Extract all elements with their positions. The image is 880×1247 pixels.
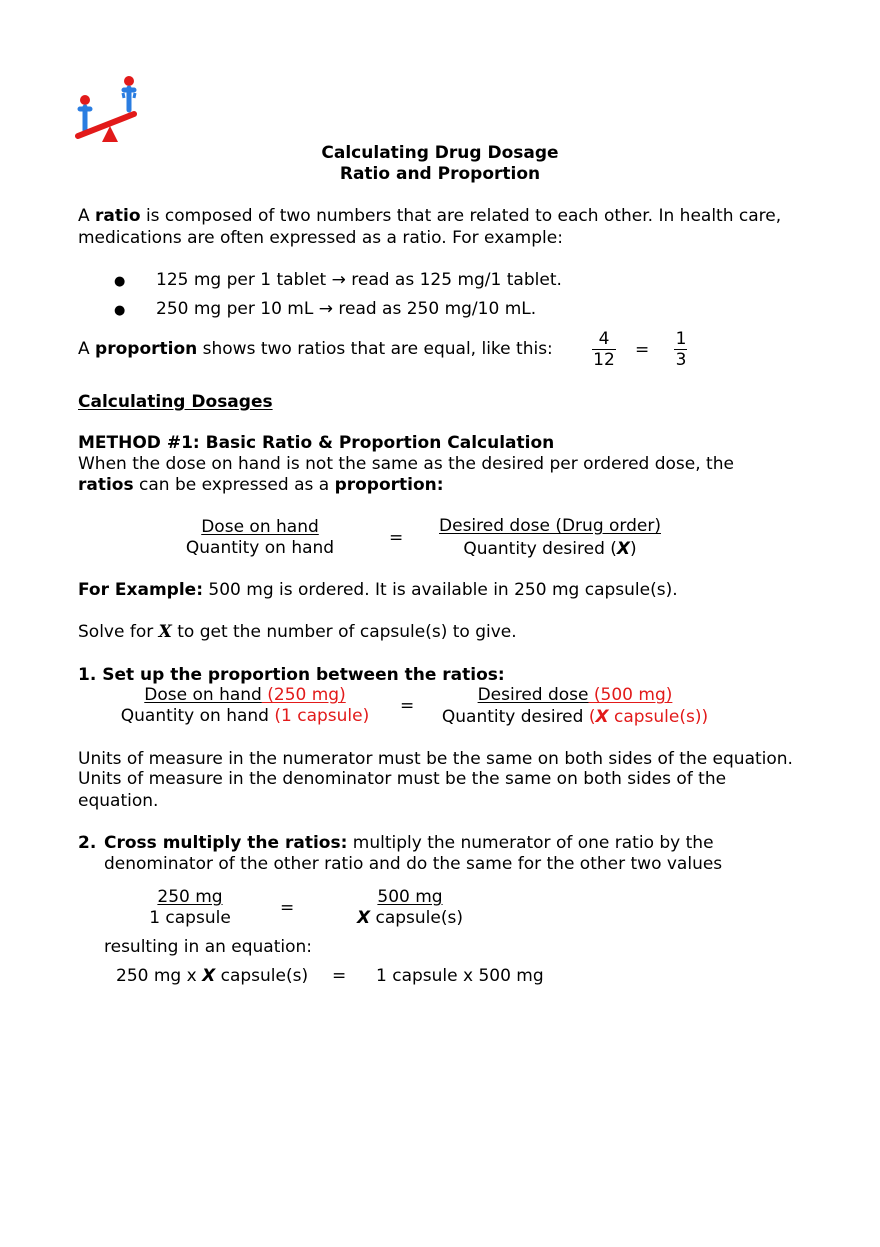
step1-right-denominator: Quantity desired (X capsule(s)) bbox=[441, 707, 709, 727]
step2-left-numerator: 250 mg bbox=[157, 887, 223, 907]
equals-sign: = bbox=[635, 340, 650, 360]
equation-rhs: 1 capsule x 500 mg bbox=[376, 966, 544, 986]
fraction-numerator: 1 bbox=[675, 329, 687, 349]
step2-right-denominator: X capsule(s) bbox=[356, 908, 463, 928]
solve-line: Solve for X to get the number of capsule(s) to give. bbox=[78, 622, 517, 642]
units-line-3: equation. bbox=[78, 791, 159, 811]
seesaw-logo-icon bbox=[74, 74, 144, 146]
example-line: For Example: 500 mg is ordered. It is available in 250 mg capsule(s). bbox=[78, 580, 678, 600]
step1-title: 1. Set up the proportion between the ratios: bbox=[78, 665, 505, 685]
page-subtitle: Ratio and Proportion bbox=[339, 164, 541, 184]
proportion-line: A proportion shows two ratios that are equal, like this: bbox=[78, 339, 553, 359]
units-line-2: Units of measure in the denominator must be the same on both sides of the bbox=[78, 769, 727, 789]
intro-line-1: A ratio is composed of two numbers that are related to each other. In health care, bbox=[78, 206, 782, 226]
fraction-numerator: 4 bbox=[598, 329, 610, 349]
formula-left-denominator: Quantity on hand bbox=[185, 538, 335, 558]
bullet-item: 250 mg per 10 mL → read as 250 mg/10 mL. bbox=[156, 299, 537, 319]
formula-right-denominator: Quantity desired (X) bbox=[463, 539, 637, 559]
units-line-1: Units of measure in the numerator must be the same on both sides of the equation. bbox=[78, 749, 793, 769]
step2-line-2: denominator of the other ratio and do the same for the other two values bbox=[104, 854, 723, 874]
equals-sign: = bbox=[280, 898, 295, 918]
equals-sign: = bbox=[400, 696, 415, 716]
step2-right-numerator: 500 mg bbox=[377, 887, 443, 907]
page-title: Calculating Drug Dosage bbox=[321, 143, 559, 163]
bullet-icon: ● bbox=[114, 274, 126, 289]
bullet-icon: ● bbox=[114, 303, 126, 318]
step1-right-numerator: Desired dose (500 mg) bbox=[477, 685, 673, 705]
equals-sign: = bbox=[332, 966, 347, 986]
step1-left-numerator: Dose on hand (250 mg) bbox=[144, 685, 346, 705]
section-heading: Calculating Dosages bbox=[78, 392, 273, 412]
step1-left-denominator: Quantity on hand (1 capsule) bbox=[120, 706, 370, 726]
formula-right-numerator: Desired dose (Drug order) bbox=[439, 516, 661, 536]
formula-left-numerator: Dose on hand bbox=[201, 517, 319, 537]
fraction-denominator: 12 bbox=[593, 350, 615, 370]
method-line-1: When the dose on hand is not the same as the desired per ordered dose, the bbox=[78, 454, 734, 474]
step2-number: 2. bbox=[78, 833, 97, 853]
fraction-denominator: 3 bbox=[675, 350, 687, 370]
resulting-line: resulting in an equation: bbox=[104, 937, 313, 957]
step2-title: Cross multiply the ratios: multiply the numerator of one ratio by the bbox=[104, 833, 714, 853]
method-line-2: ratios can be expressed as a proportion: bbox=[78, 475, 444, 495]
bullet-item: 125 mg per 1 tablet → read as 125 mg/1 tablet. bbox=[156, 270, 562, 290]
step2-left-denominator: 1 capsule bbox=[149, 908, 231, 928]
method-title: METHOD #1: Basic Ratio & Proportion Calculation bbox=[78, 433, 555, 453]
intro-line-2: medications are often expressed as a ratio. For example: bbox=[78, 228, 563, 248]
equation-lhs: 250 mg x X capsule(s) bbox=[116, 966, 309, 986]
equals-sign: = bbox=[389, 528, 404, 548]
